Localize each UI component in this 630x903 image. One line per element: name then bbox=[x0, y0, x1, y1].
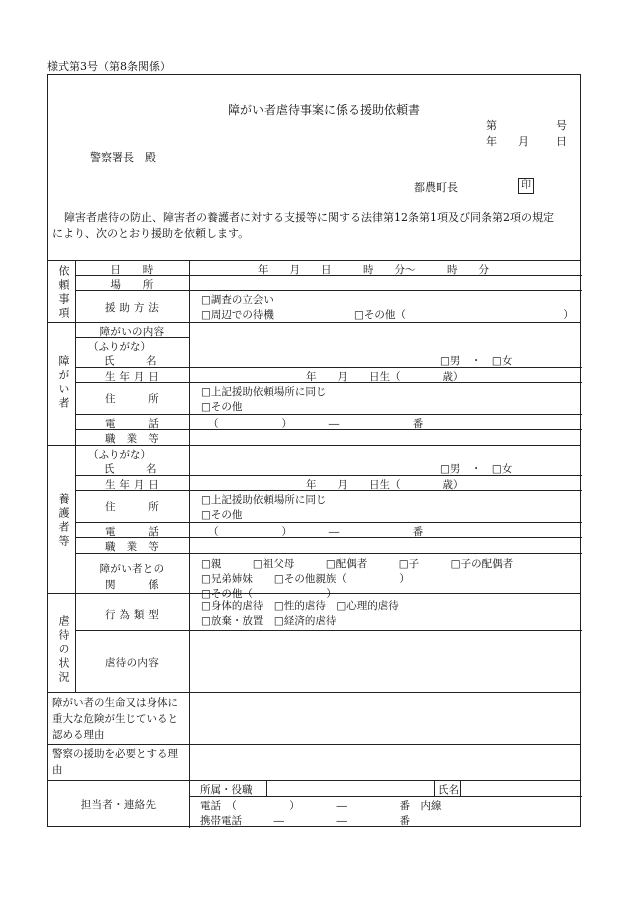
divider bbox=[48, 744, 580, 745]
name-label: 氏 名 bbox=[104, 355, 157, 367]
department-position-field[interactable] bbox=[270, 782, 430, 794]
department-position-label: 所属・役職 bbox=[200, 784, 253, 796]
divider bbox=[48, 260, 580, 261]
assistance-method-label: 援 助 方 法 bbox=[104, 302, 160, 314]
addressee: 警察署長 殿 bbox=[90, 151, 156, 164]
address-option-same[interactable]: □上記援助依頼場所に同じ bbox=[201, 494, 327, 506]
address-label: 住 所 bbox=[105, 393, 159, 405]
address-label: 住 所 bbox=[105, 501, 159, 513]
document-number-dai: 第 bbox=[486, 119, 497, 132]
phone-label: 電 話 bbox=[105, 526, 159, 538]
datetime-label: 日 時 bbox=[110, 264, 154, 276]
furigana-label: （ふりがな） bbox=[88, 449, 151, 461]
occupation-field[interactable] bbox=[193, 431, 578, 443]
form-reference-number: 様式第3号（第8条関係） bbox=[47, 60, 171, 73]
contact-person-label: 担当者・連絡先 bbox=[80, 799, 157, 811]
gender-checkbox[interactable]: □男 ・ □女 bbox=[440, 463, 513, 475]
birthdate-field[interactable]: 年 月 日生（ 歳） bbox=[306, 479, 464, 491]
divider bbox=[266, 780, 267, 796]
place-field[interactable] bbox=[193, 277, 578, 289]
section-abuse-status: 虐待の状況 bbox=[57, 615, 70, 685]
address-option-same[interactable]: □上記援助依頼場所に同じ bbox=[201, 386, 327, 398]
contact-name-field[interactable] bbox=[464, 782, 578, 794]
request-body-line2: により、次のとおり援助を依頼します。 bbox=[52, 227, 250, 240]
abuse-type-label: 行 為 類 型 bbox=[104, 609, 160, 621]
request-body-line1: 障害者虐待の防止、障害者の養護者に対する支援等に関する法律第12条第1項及び同条第2項の規定 bbox=[64, 211, 554, 224]
relationship-options-row2[interactable]: □兄弟姉妹 □その他親族（ ） bbox=[201, 573, 410, 585]
phone-field[interactable]: （ ） ― 番 bbox=[208, 526, 424, 538]
disability-content-label: 障がいの内容 bbox=[99, 326, 165, 338]
section-request-items: 依頼事項 bbox=[57, 265, 70, 321]
abuse-type-options-row2[interactable]: □放棄・放置 □経済的虐待 bbox=[201, 615, 337, 627]
date-day: 日 bbox=[556, 135, 567, 148]
official-seal: 印 bbox=[518, 178, 534, 194]
date-year: 年 bbox=[486, 135, 497, 148]
request-form bbox=[47, 74, 581, 827]
birthdate-label: 生 年 月 日 bbox=[104, 479, 160, 491]
occupation-field[interactable] bbox=[193, 539, 578, 551]
form-title: 障がい者虐待事案に係る援助依頼書 bbox=[228, 103, 421, 117]
address-option-other[interactable]: □その他 bbox=[201, 401, 243, 413]
assist-option-witness[interactable]: □調査の立会い bbox=[201, 294, 274, 306]
datetime-field[interactable]: 年 月 日 時 分～ 時 分 bbox=[258, 264, 489, 276]
relationship-label-line1: 障がい者との bbox=[99, 563, 165, 575]
divider bbox=[48, 322, 580, 323]
furigana-label: （ふりがな） bbox=[88, 341, 151, 353]
divider bbox=[75, 630, 582, 631]
danger-reason-field[interactable] bbox=[193, 695, 578, 741]
occupation-label: 職 業 等 bbox=[105, 541, 159, 553]
section-caregiver: 養護者等 bbox=[57, 493, 70, 549]
place-label: 場 所 bbox=[110, 279, 154, 291]
assist-option-standby[interactable]: □周辺での待機 bbox=[201, 309, 274, 321]
address-option-other[interactable]: □その他 bbox=[201, 509, 243, 521]
mobile-phone-field[interactable]: 携帯電話 ― ― 番 bbox=[200, 815, 410, 827]
gender-checkbox[interactable]: □男 ・ □女 bbox=[440, 355, 513, 367]
police-reason-label: 警察の援助を必要とする理由 bbox=[52, 748, 178, 776]
divider bbox=[75, 522, 582, 523]
occupation-label: 職 業 等 bbox=[105, 433, 159, 445]
divider bbox=[48, 692, 580, 693]
abuse-content-field[interactable] bbox=[193, 633, 578, 689]
divider bbox=[434, 780, 435, 796]
relationship-options-row3[interactable]: □その他（ ） bbox=[201, 588, 337, 600]
contact-name-label: 氏名 bbox=[438, 784, 459, 796]
assist-option-other[interactable]: □その他（ ） bbox=[354, 309, 574, 321]
disability-content-field[interactable] bbox=[193, 324, 578, 336]
relationship-label-line2: 関 係 bbox=[105, 579, 159, 591]
date-month: 月 bbox=[518, 135, 529, 148]
office-phone-field[interactable]: 電話 （ ） ― 番 内線 bbox=[200, 800, 442, 812]
divider bbox=[75, 414, 582, 415]
document-number-go: 号 bbox=[556, 119, 567, 132]
birthdate-field[interactable]: 年 月 日生（ 歳） bbox=[306, 371, 464, 383]
divider bbox=[48, 780, 580, 781]
requester-title: 都農町長 bbox=[414, 181, 458, 194]
divider bbox=[460, 780, 461, 796]
name-label: 氏 名 bbox=[104, 463, 157, 475]
section-disabled-person: 障がい者 bbox=[57, 355, 70, 411]
police-reason-field[interactable] bbox=[193, 746, 578, 778]
birthdate-label: 生 年 月 日 bbox=[104, 371, 160, 383]
danger-reason-label: 障がい者の生命又は身体に重大な危険が生じていると認める理由 bbox=[52, 697, 178, 741]
abuse-type-options-row1[interactable]: □身体的虐待 □性的虐待 □心理的虐待 bbox=[201, 600, 399, 612]
phone-field[interactable]: （ ） ― 番 bbox=[208, 418, 424, 430]
divider bbox=[189, 260, 190, 828]
abuse-content-label: 虐待の内容 bbox=[105, 657, 159, 669]
relationship-options-row1[interactable]: □親 □祖父母 □配偶者 □子 □子の配偶者 bbox=[201, 558, 514, 570]
phone-label: 電 話 bbox=[105, 418, 159, 430]
